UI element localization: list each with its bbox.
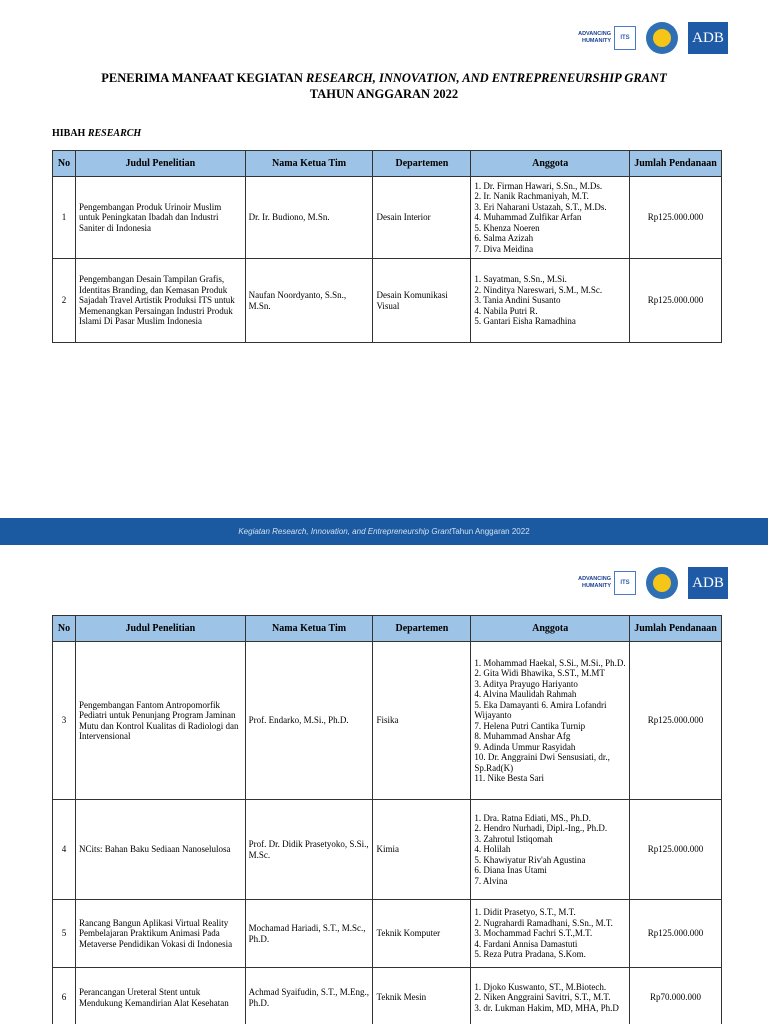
cell-departemen: Desain Interior — [373, 177, 471, 259]
header-no: No — [53, 616, 76, 642]
its-advancing-humanity-logo: ADVANCING HUMANITY ITS — [578, 571, 636, 595]
anggota-item: 3. Aditya Prayugo Hariyanto — [474, 678, 578, 689]
table-row — [53, 642, 722, 800]
header-jumlah: Jumlah Pendanaan — [630, 616, 722, 642]
anggota-item: 2. Ir. Nanik Rachmaniyah, M.T. — [474, 191, 589, 202]
cell-judul: Rancang Bangun Aplikasi Virtual Reality Pembelajaran Praktikum Animasi Pada Metaverse Pendidikan Vokasi di Indonesia — [75, 900, 245, 968]
page-footer: Kegiatan Research, Innovation, and Entrepreneurship Grant Tahun Anggaran 2022 — [0, 518, 768, 545]
anggota-item: 11. Nike Besta Sari — [474, 773, 544, 783]
anggota-item: 7. Alvina — [474, 875, 508, 886]
cell-ketua: Mochamad Hariadi, S.T., M.Sc., Ph.D. — [245, 900, 373, 968]
adb-logo: ADB — [688, 567, 728, 599]
cell-judul: Pengembangan Fantom Antropomorfik Pediatri untuk Penunjang Program Jaminan Mutu dan Kontrol Kualitas di Radiologi dan Intervensional — [75, 642, 245, 800]
anggota-item: 4. Nabila Putri R. — [474, 305, 538, 316]
header-ketua: Nama Ketua Tim — [245, 616, 373, 642]
cell-anggota — [471, 642, 630, 800]
its-logo-icon: ITS — [614, 26, 636, 50]
header-logos — [578, 565, 728, 601]
cell-jumlah: Rp125.000.000 — [630, 642, 722, 800]
cell-ketua: Naufan Noordyanto, S.Sn., M.Sn. — [245, 259, 373, 343]
cell-anggota — [471, 800, 630, 900]
cell-anggota — [471, 968, 630, 1024]
header-ketua: Nama Ketua Tim — [245, 151, 373, 177]
cell-departemen: Teknik Komputer — [373, 900, 471, 968]
anggota-item: 5. Eka Damayanti 6. Amira Lofandri Wijayanto — [474, 699, 607, 720]
section-heading: HIBAH RESEARCH — [52, 128, 142, 139]
tut-wuri-handayani-emblem-icon — [646, 567, 678, 599]
table-row — [53, 968, 722, 1024]
anggota-item: 1. Didit Prasetyo, S.T., M.T. — [474, 907, 576, 918]
its-advancing-humanity-logo: ADVANCING HUMANITY ITS — [578, 26, 636, 50]
anggota-item: 4. Alvina Maulidah Rahmah — [474, 689, 577, 699]
table-row — [53, 177, 722, 259]
anggota-item: 2. Niken Anggraini Savitri, S.T., M.T. — [474, 992, 611, 1003]
anggota-item: 1. Djoko Kuswanto, ST., M.Biotech. — [474, 981, 607, 992]
anggota-item: 8. Muhammad Anshar Afg — [474, 731, 571, 741]
cell-departemen: Desain Komunikasi Visual — [373, 259, 471, 343]
header-jumlah: Jumlah Pendanaan — [630, 151, 722, 177]
table-header-row — [53, 616, 722, 642]
anggota-item: 5. Khenza Noeren — [474, 222, 540, 233]
anggota-item: 5. Khawiyatur Riv'ah Agustina — [474, 854, 586, 865]
anggota-item: 9. Adinda Ummur Rasyidah — [474, 741, 576, 752]
tut-wuri-handayani-emblem-icon — [646, 22, 678, 54]
header-no: No — [53, 151, 76, 177]
anggota-item: 4. Holilah — [474, 844, 511, 855]
anggota-item: 10. Dr. Anggraini Dwi Sensusiati, dr., Sp.Rad(K) — [474, 752, 610, 773]
anggota-item: 1. Dra. Ratna Ediati, MS., Ph.D. — [474, 812, 591, 823]
cell-jumlah: Rp125.000.000 — [630, 177, 722, 259]
cell-ketua: Prof. Endarko, M.Si., Ph.D. — [245, 642, 373, 800]
anggota-item: 3. Mochammad Fachri S.T.,M.T. — [474, 928, 593, 939]
cell-no: 5 — [53, 900, 76, 968]
anggota-item: 4. Muhammad Zulfikar Arfan — [474, 212, 582, 223]
cell-no: 6 — [53, 968, 76, 1024]
anggota-item: 1. Sayatman, S.Sn., M.Si. — [474, 274, 567, 285]
cell-departemen: Kimia — [373, 800, 471, 900]
cell-no: 1 — [53, 177, 76, 259]
grant-table-page-2 — [52, 615, 722, 1024]
table-row — [53, 900, 722, 968]
cell-anggota — [471, 177, 630, 259]
anggota-item: 6. Diana Inas Utami — [474, 865, 547, 876]
cell-anggota — [471, 900, 630, 968]
anggota-item: 4. Fardani Annisa Damastuti — [474, 938, 578, 949]
cell-jumlah: Rp70.000.000 — [630, 968, 722, 1024]
cell-jumlah: Rp125.000.000 — [630, 800, 722, 900]
cell-ketua: Achmad Syaifudin, S.T., M.Eng., Ph.D. — [245, 968, 373, 1024]
cell-no: 4 — [53, 800, 76, 900]
cell-departemen: Teknik Mesin — [373, 968, 471, 1024]
header-departemen: Departemen — [373, 151, 471, 177]
its-logo-icon: ITS — [614, 571, 636, 595]
table-row — [53, 800, 722, 900]
header-judul: Judul Penelitian — [75, 616, 245, 642]
cell-jumlah: Rp125.000.000 — [630, 900, 722, 968]
cell-anggota — [471, 259, 630, 343]
cell-ketua: Prof. Dr. Didik Prasetyoko, S.Si., M.Sc. — [245, 800, 373, 900]
anggota-item: 5. Gantari Eisha Ramadhina — [474, 316, 576, 327]
cell-ketua: Dr. Ir. Budiono, M.Sn. — [245, 177, 373, 259]
cell-judul: Pengembangan Desain Tampilan Grafis, Identitas Branding, dan Kemasan Produk Sajadah Travel Artistik Produksi ITS untuk Memenangkan Persaingan Industri Produk Islami Di Pasar Muslim Indonesia — [75, 259, 245, 343]
anggota-item: 5. Reza Putra Pradana, S.Kom. — [474, 949, 586, 960]
cell-jumlah: Rp125.000.000 — [630, 259, 722, 343]
cell-judul: Perancangan Ureteral Stent untuk Mendukung Kemandirian Alat Kesehatan — [75, 968, 245, 1024]
anggota-item: 3. Eri Naharani Ustazah, S.T., M.Ds. — [474, 201, 607, 212]
anggota-item: 3. Tania Andini Susanto — [474, 295, 561, 306]
header-logos — [578, 20, 728, 56]
document-title: PENERIMA MANFAAT KEGIATAN RESEARCH, INNOVATION, AND ENTREPRENEURSHIP GRANT TAHUN ANGGARAN 2022 — [101, 71, 667, 101]
anggota-item: 7. Diva Meidina — [474, 243, 534, 254]
header-departemen: Departemen — [373, 616, 471, 642]
cell-judul: Pengembangan Produk Urinoir Muslim untuk Peningkatan Ibadah dan Industri Saniter di Indonesia — [75, 177, 245, 259]
table-row — [53, 259, 722, 343]
anggota-item: 2. Hendro Nurhadi, Dipl.-Ing., Ph.D. — [474, 823, 608, 834]
table-header-row — [53, 151, 722, 177]
anggota-item: 2. Nugrahardi Ramadhani, S.Sn., M.T. — [474, 917, 613, 928]
anggota-item: 7. Helena Putri Cantika Turnip — [474, 720, 586, 731]
anggota-item: 6. Salma Azizah — [474, 233, 534, 244]
anggota-item: 1. Dr. Firman Hawari, S.Sn., M.Ds. — [474, 180, 603, 191]
header-anggota: Anggota — [471, 151, 630, 177]
adb-logo: ADB — [688, 22, 728, 54]
cell-no: 2 — [53, 259, 76, 343]
grant-table-page-1 — [52, 150, 722, 343]
cell-judul: NCits: Bahan Baku Sediaan Nanoselulosa — [75, 800, 245, 900]
anggota-item: 3. Zahrotul Istiqomah — [474, 833, 553, 844]
cell-departemen: Fisika — [373, 642, 471, 800]
anggota-item: 2. Ninditya Nareswari, S.M., M.Sc. — [474, 284, 603, 295]
header-anggota: Anggota — [471, 616, 630, 642]
header-judul: Judul Penelitian — [75, 151, 245, 177]
anggota-item: 2. Gita Widi Bhawika, S.ST., M.MT — [474, 668, 605, 678]
anggota-item: 1. Mohammad Haekal, S.Si., M.Si., Ph.D. — [474, 657, 626, 668]
document-page-2 — [0, 545, 768, 1024]
anggota-item: 3. dr. Lukman Hakim, MD, MHA, Ph.D — [474, 1002, 619, 1013]
cell-no: 3 — [53, 642, 76, 800]
